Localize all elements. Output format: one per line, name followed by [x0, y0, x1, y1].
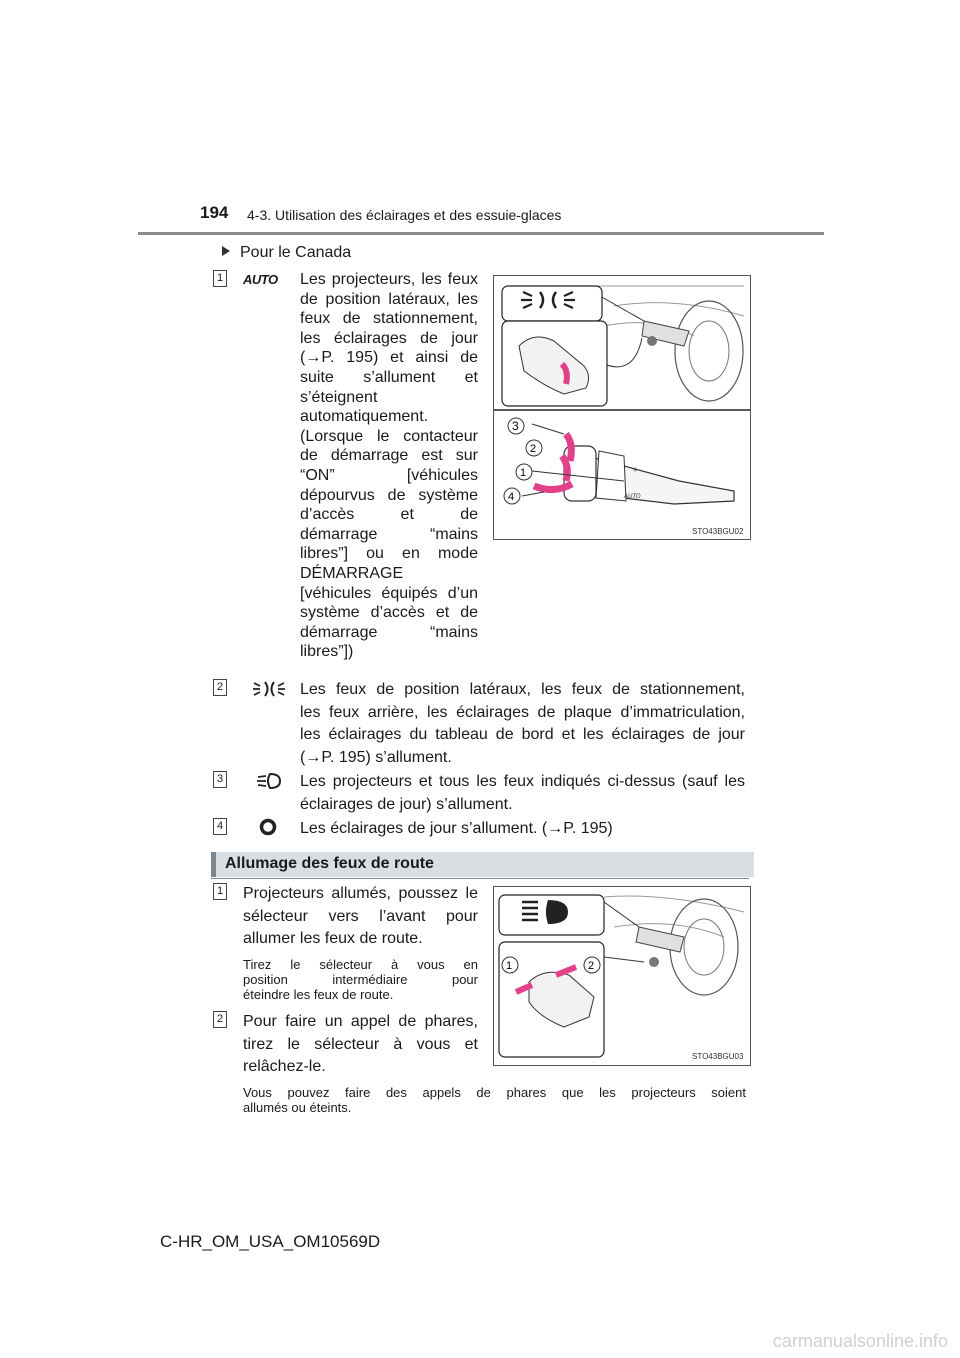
chapter-title: 4-3. Utilisation des éclairages et des essuie-glaces	[247, 207, 562, 223]
position-3-text: Les projecteurs et tous les feux indiqués ci-dessus (sauf les éclairages de jour) s’allument.	[300, 773, 745, 813]
svg-text:2: 2	[588, 960, 595, 972]
svg-text:2: 2	[530, 443, 537, 455]
document-code: C-HR_OM_USA_OM10569D	[160, 1232, 381, 1251]
svg-text:1: 1	[520, 467, 527, 479]
item-number-1: 1	[213, 270, 227, 287]
auto-icon: AUTO	[243, 272, 278, 287]
high-beam-note-1: Tirez le sélecteur à vous en position intermédiaire pour éteindre les feux de route.	[243, 957, 478, 1002]
region-heading: Pour le Canada	[222, 244, 351, 262]
position-4-text: Les éclairages de jour s’allument. (→P. 195)	[300, 820, 613, 837]
arrow-icon	[222, 246, 230, 256]
svg-text:1: 1	[506, 960, 513, 972]
section-heading: Allumage des feux de route	[211, 852, 754, 877]
page-number: 194	[200, 203, 229, 222]
section-rule	[211, 878, 749, 879]
header-rule	[138, 232, 824, 235]
svg-text:STO43BGU03: STO43BGU03	[692, 1052, 744, 1061]
svg-text:3: 3	[512, 419, 519, 433]
step-number-1: 1	[213, 883, 227, 900]
parking-lights-icon	[252, 680, 286, 703]
svg-text:4: 4	[508, 491, 515, 503]
item-number-3: 3	[213, 771, 227, 788]
svg-text:☀: ☀	[632, 467, 639, 474]
svg-text:AUTO: AUTO	[624, 494, 641, 500]
svg-text:STO43BGU02: STO43BGU02	[692, 527, 744, 536]
headlights-icon	[256, 772, 282, 795]
daytime-running-lights-icon	[258, 818, 278, 841]
step-number-2: 2	[213, 1011, 227, 1028]
flash-note: Vous pouvez faire des appels de phares que les projecteurs soient allumés ou éteints.	[243, 1085, 746, 1115]
high-beam-step-2: Pour faire un appel de phares, tirez le sélecteur à vous et relâchez-le.	[243, 1013, 478, 1075]
item-number-2: 2	[213, 679, 227, 696]
position-2-text: Les feux de position latéraux, les feux de stationnement, les feux arrière, les éclairages de plaque d’immatriculation, les éclairages du tableau de bord et les éclairages de jour (→P. 195) s’allument.	[300, 681, 745, 766]
high-beam-step-1: Projecteurs allumés, poussez le sélecteur vers l’avant pour allumer les feux de route.	[243, 885, 478, 947]
high-beam-icon	[518, 898, 574, 931]
watermark: carmanualsonline.info	[772, 1331, 948, 1351]
position-1-text: Les projecteurs, les feux de position latéraux, les feux de stationnement, les éclairages de jour (→P. 195) et ainsi de suite s’allument et s’éteignent automatiquement. (Lorsque le contacteur de démarrage est sur “ON” [véhicules dépourvus de système d’accès et de démarrage “mains libres”] ou en mode DÉMARRAGE [véhicules équipés d’un système d’accès et de démarrage “mains libres”])	[300, 271, 478, 661]
parking-lights-icon	[518, 288, 578, 317]
item-number-4: 4	[213, 818, 227, 835]
